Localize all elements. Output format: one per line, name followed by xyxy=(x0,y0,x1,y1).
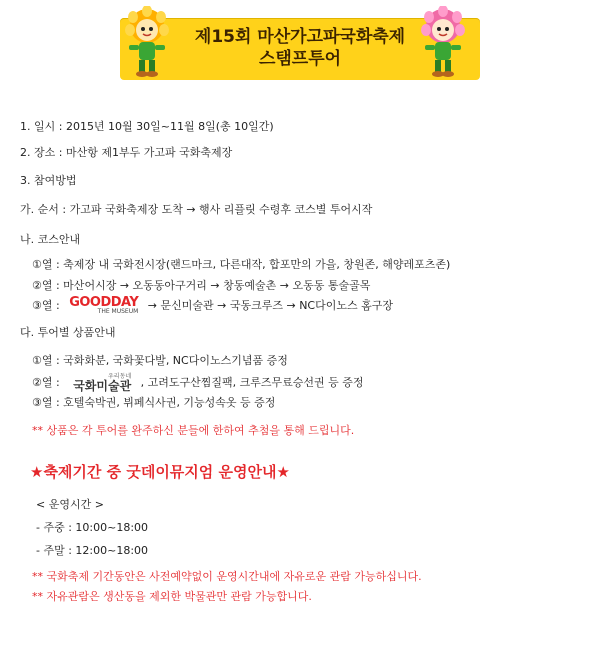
goodday-museum-logo xyxy=(69,297,138,315)
prize-1: ①열 : 국화화분, 국화꽃다발, NC다이노스기념품 증정 xyxy=(32,354,288,367)
prize-2-rest: , 고려도구산찜질팩, 크루즈무료승선권 등 증정 xyxy=(140,376,364,389)
course-1: ①열 : 축제장 내 국화전시장(랜드마크, 다른대작, 합포만의 가을, 창원존, 해양레포츠존) xyxy=(32,258,451,271)
museum-note-1: ** 국화축제 기간동안은 사전예약없이 운영시간내에 자유로운 관람 가능하십니다. xyxy=(32,570,422,583)
info-prize-guide: 다. 투어별 상품안내 xyxy=(20,326,116,339)
goodday-logo-sub: THE MUSEUM xyxy=(97,308,139,315)
course-3-rest: → 문신미술관 → 국동크루즈 → NC다이노스 홈구장 xyxy=(147,299,393,312)
goodday-logo-text: GOODDAY xyxy=(69,295,139,310)
course-3 xyxy=(32,297,393,315)
info-order: 가. 순서 : 가고파 국화축제장 도착 → 행사 리플릿 수령후 코스별 투어시작 xyxy=(20,203,373,216)
prize-2-prefix: ②열 : xyxy=(32,376,60,389)
info-date: 1. 일시 : 2015년 10월 30일~11월 8일(총 10일간) xyxy=(20,120,274,133)
museum-logo-text: 국화미술관 xyxy=(73,379,132,393)
info-course-guide: 나. 코스안내 xyxy=(20,233,81,246)
banner-title-line2: 스탬프투어 xyxy=(258,49,342,69)
prize-2 xyxy=(32,374,364,392)
prize-3: ③열 : 호텔숙박권, 뷔페식사권, 기능성속옷 등 증정 xyxy=(32,396,276,409)
chrysanthemum-mascot-icon xyxy=(118,6,176,80)
info-place: 2. 장소 : 마산항 제1부두 가고파 국화축제장 xyxy=(20,146,233,159)
prize-note: ** 상품은 각 투어를 완주하신 분들에 한하여 추첨을 통해 드립니다. xyxy=(32,424,355,437)
museum-weekend-hours: - 주말 : 12:00~18:00 xyxy=(36,544,149,557)
museum-weekday-hours: - 주중 : 10:00~18:00 xyxy=(36,521,149,534)
course-3-prefix: ③열 : xyxy=(32,299,60,312)
museum-note-2: ** 자유관람은 생산동을 제외한 박물관만 관람 가능합니다. xyxy=(32,590,312,603)
chrysanthemum-mascot-icon xyxy=(414,6,472,80)
museum-heading: ★축제기간 중 굿데이뮤지엄 운영안내★ xyxy=(30,463,290,481)
museum-logo xyxy=(73,374,131,392)
museum-logo-sup: 우리동네 xyxy=(107,373,132,380)
museum-hours-label: < 운영시간 > xyxy=(36,498,104,511)
banner-title-line1: 제15회 마산가고파국화축제 xyxy=(194,27,406,47)
course-2: ②열 : 마산어시장 → 오동동아구거리 → 창동예술촌 → 오동동 통술골목 xyxy=(32,279,371,292)
info-method: 3. 참여방법 xyxy=(20,174,77,187)
